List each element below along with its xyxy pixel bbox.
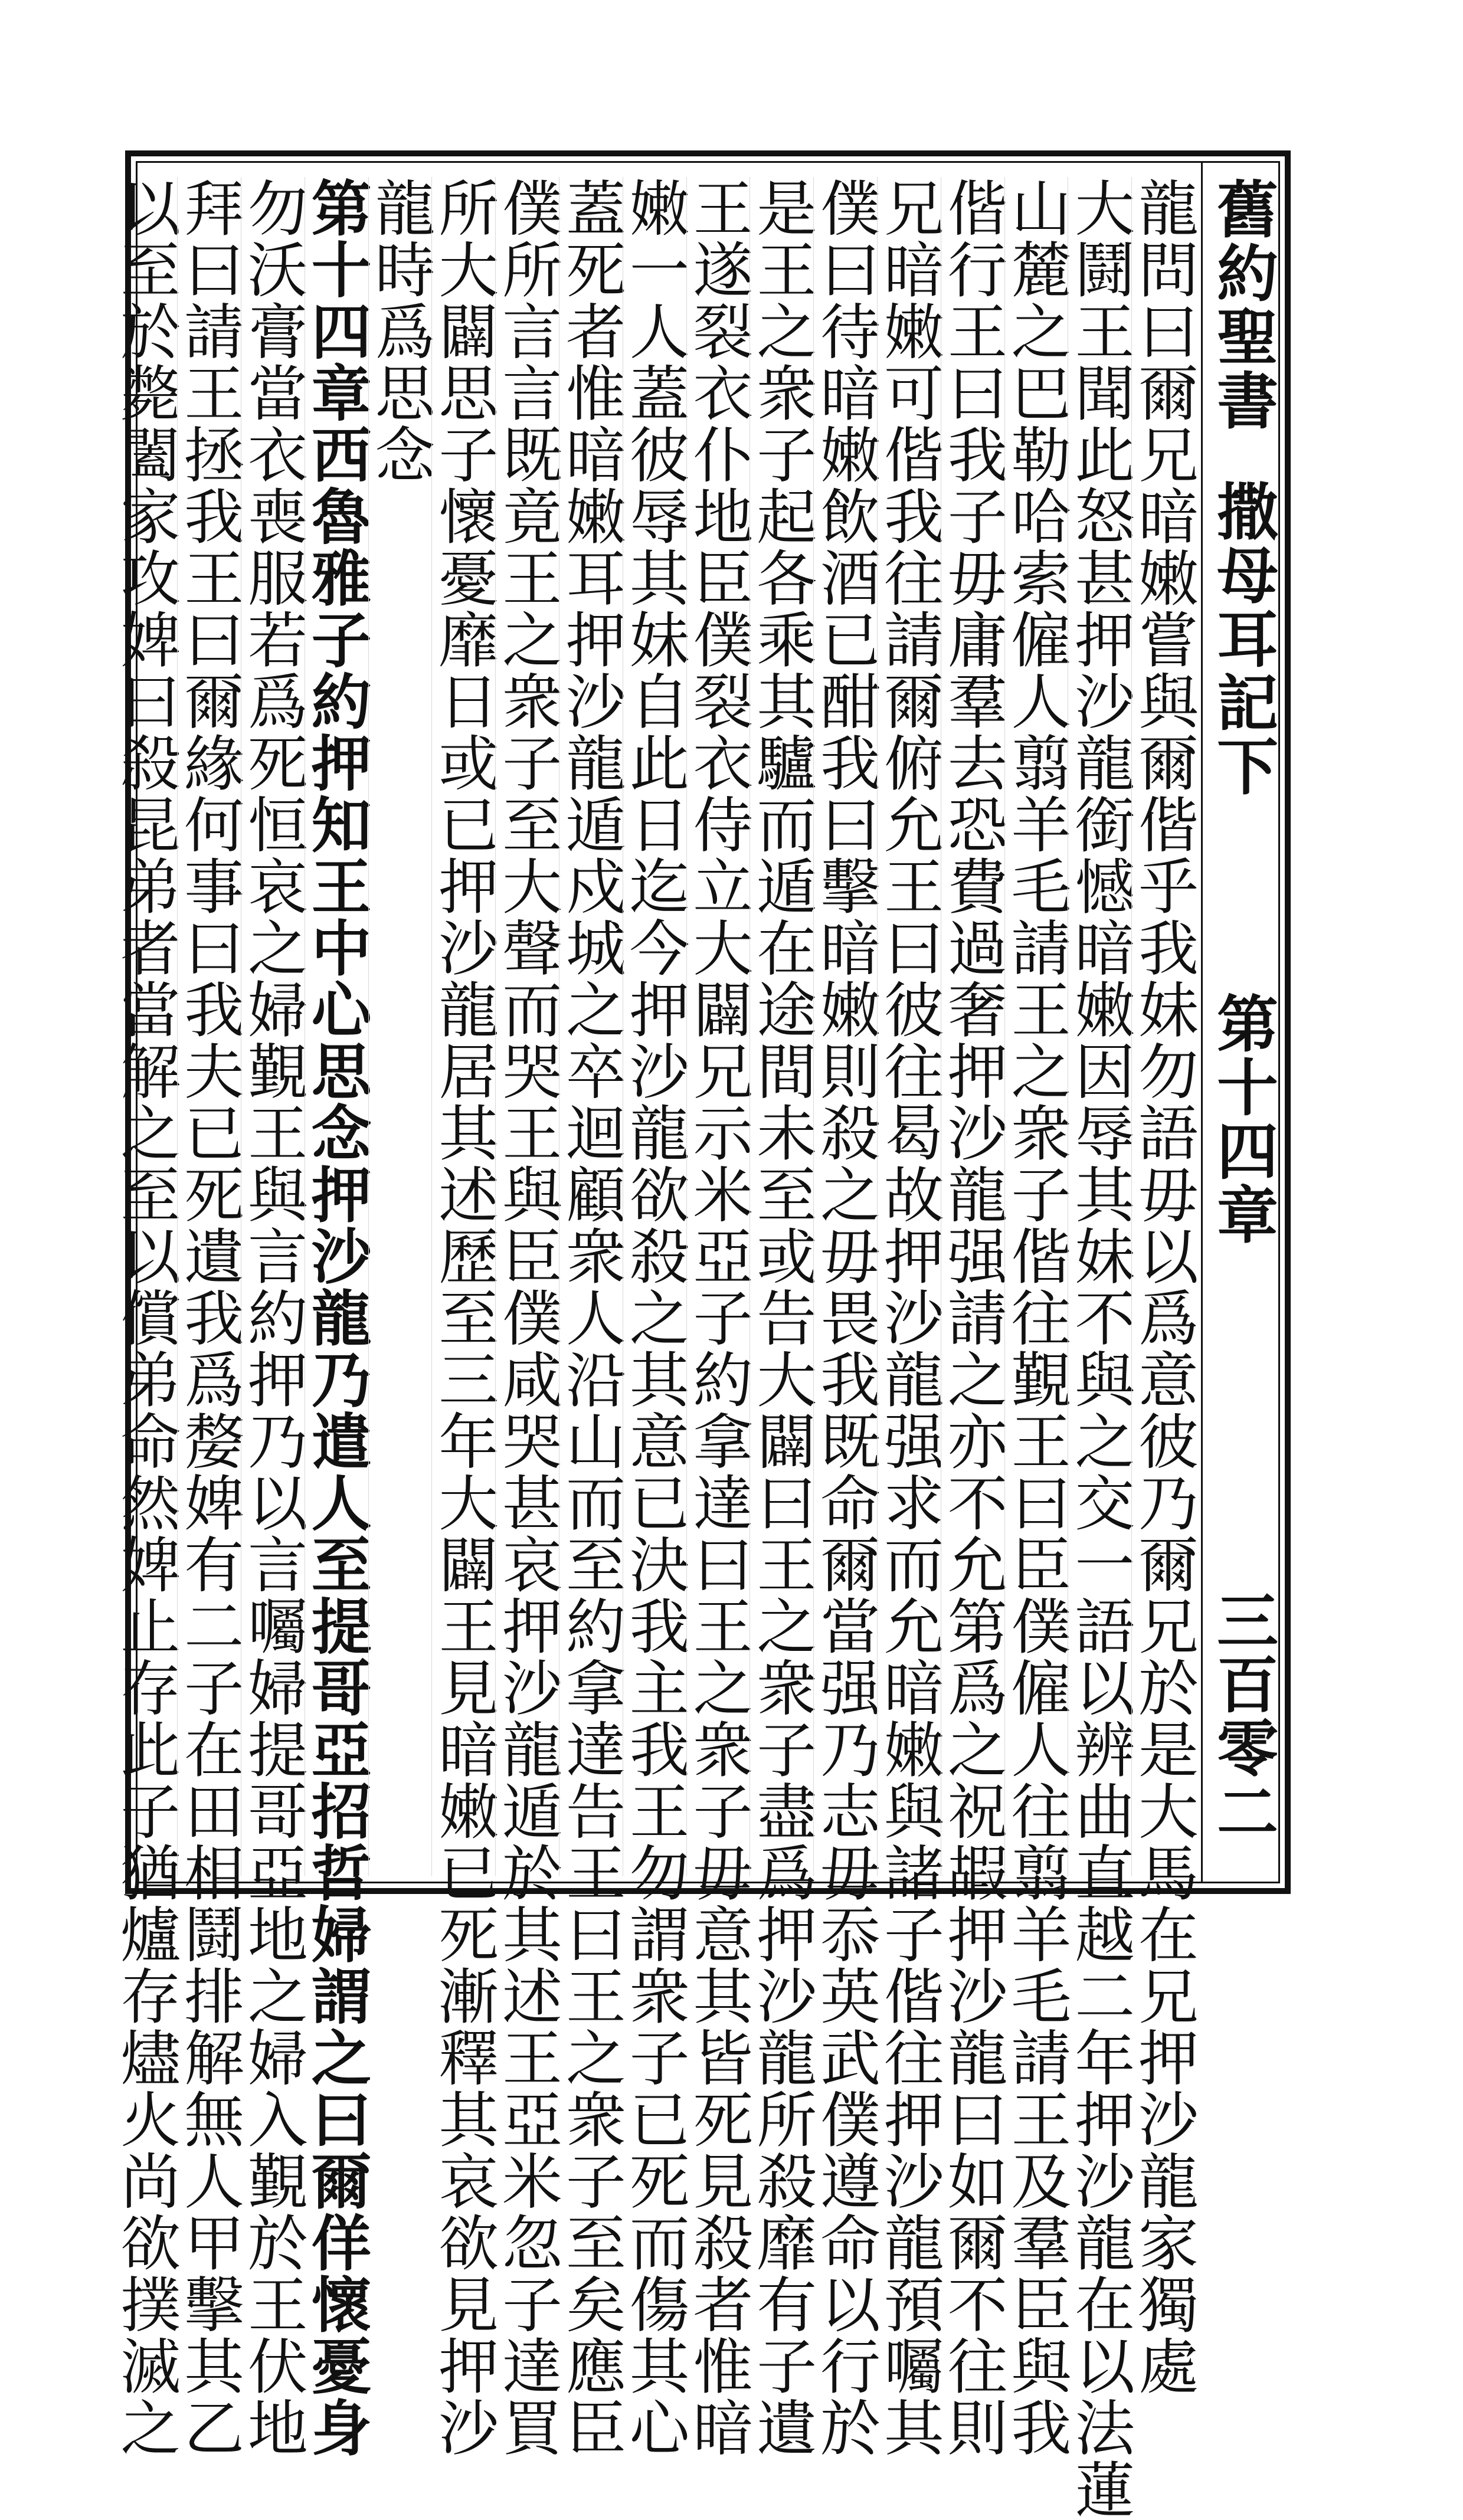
text-column: 蓋死者惟暗嫩耳押沙龍遁戍城之卒迴顧衆人沿山而至約拿達告王曰王之衆子至矣應臣 (555, 177, 626, 2459)
chapter-start-column: 第十四章西魯雅子約押知王中心思念押沙龍乃遣人至提哥亞招哲婦謂之曰爾佯懷憂身 (301, 177, 372, 2459)
scripture-text (110, 177, 1199, 2520)
book-title: 舊約聖書 (1206, 178, 1279, 432)
text-column: 勿沃膏當衣喪服若爲死恒哀之婦覲王與言約押乃以言囑婦提哥亞地之婦入覲於王伏地 (237, 177, 308, 2459)
page-number: 三百零二 (1206, 1589, 1279, 1844)
text-column: 龍時爲思念 (368, 177, 432, 1876)
text-column: 王遂裂衣仆地臣僕裂衣侍立大闢兄示米亞子約拿達曰王之衆子毋意其皆死見殺者惟暗 (683, 177, 754, 2459)
chapter-title: 第十四章 (1206, 992, 1279, 1247)
text-column: 是王之衆子起各乘其驢而遁在途間未至或告大闢曰王之衆子盡爲押沙龍所殺靡有子遺 (747, 177, 817, 2459)
text-column: 拜曰請王拯我王曰爾緣何事曰我夫已死遺我爲嫠婢有二子在田相鬪排解無人甲擊其乙 (174, 177, 245, 2459)
text-column: 龍問曰爾兄暗嫩嘗與爾偕乎我妹勿語毋以爲意彼乃爾兄於是大馬在兄押沙龍家獨處 (1128, 177, 1199, 2397)
section-title: 撒母耳記下 (1206, 480, 1279, 798)
text-column: 僕所言言既竟王之衆子至大聲而哭王與臣僕咸哭甚哀押沙龍遁於其述王亞米忽子達買 (492, 177, 563, 2459)
text-column: 僕曰待暗嫩飲酒已酣我曰擊暗嫩則殺之毋畏我既命爾當强乃志毋忝英武僕遵命以行於 (810, 177, 881, 2459)
text-column: 嫩一人蓋彼辱其妹自此日迄今押沙龍欲殺之其意已決我主我王勿謂衆子已死而傷其心 (619, 177, 690, 2459)
text-column: 山麓之巴勒哈索僱人翦羊毛請王之衆子偕往覲王曰臣僕僱人往翦羊毛請王及羣臣與我 (1001, 177, 1072, 2459)
running-header (1201, 161, 1280, 1883)
text-column: 所大闢思子懷憂靡日或已押沙龍居其述歷至三年大闢王見暗嫩已死漸釋其哀欲見押沙 (428, 177, 499, 2459)
text-column: 大鬪王聞此怒甚押沙龍銜憾暗嫩因辱其妹不與之交一語以辨曲直越二年押沙龍在以法蓮 (1065, 177, 1135, 2520)
text-column: 以至於斃闔家攻婢曰殺昆弟者當解之至以償弟命然婢止存此子猶爐存燼火尚欲撲滅之 (110, 177, 181, 2459)
text-column: 兄暗嫩可偕我往請爾俯允王曰彼往曷故押沙龍强求而允暗嫩與諸子偕往押沙龍預囑其 (873, 177, 944, 2459)
text-column: 偕行王曰我子毋庸羣去恐費過奢押沙龍强請之亦不允第爲之祝嘏押沙龍曰如爾不往則 (937, 177, 1008, 2459)
